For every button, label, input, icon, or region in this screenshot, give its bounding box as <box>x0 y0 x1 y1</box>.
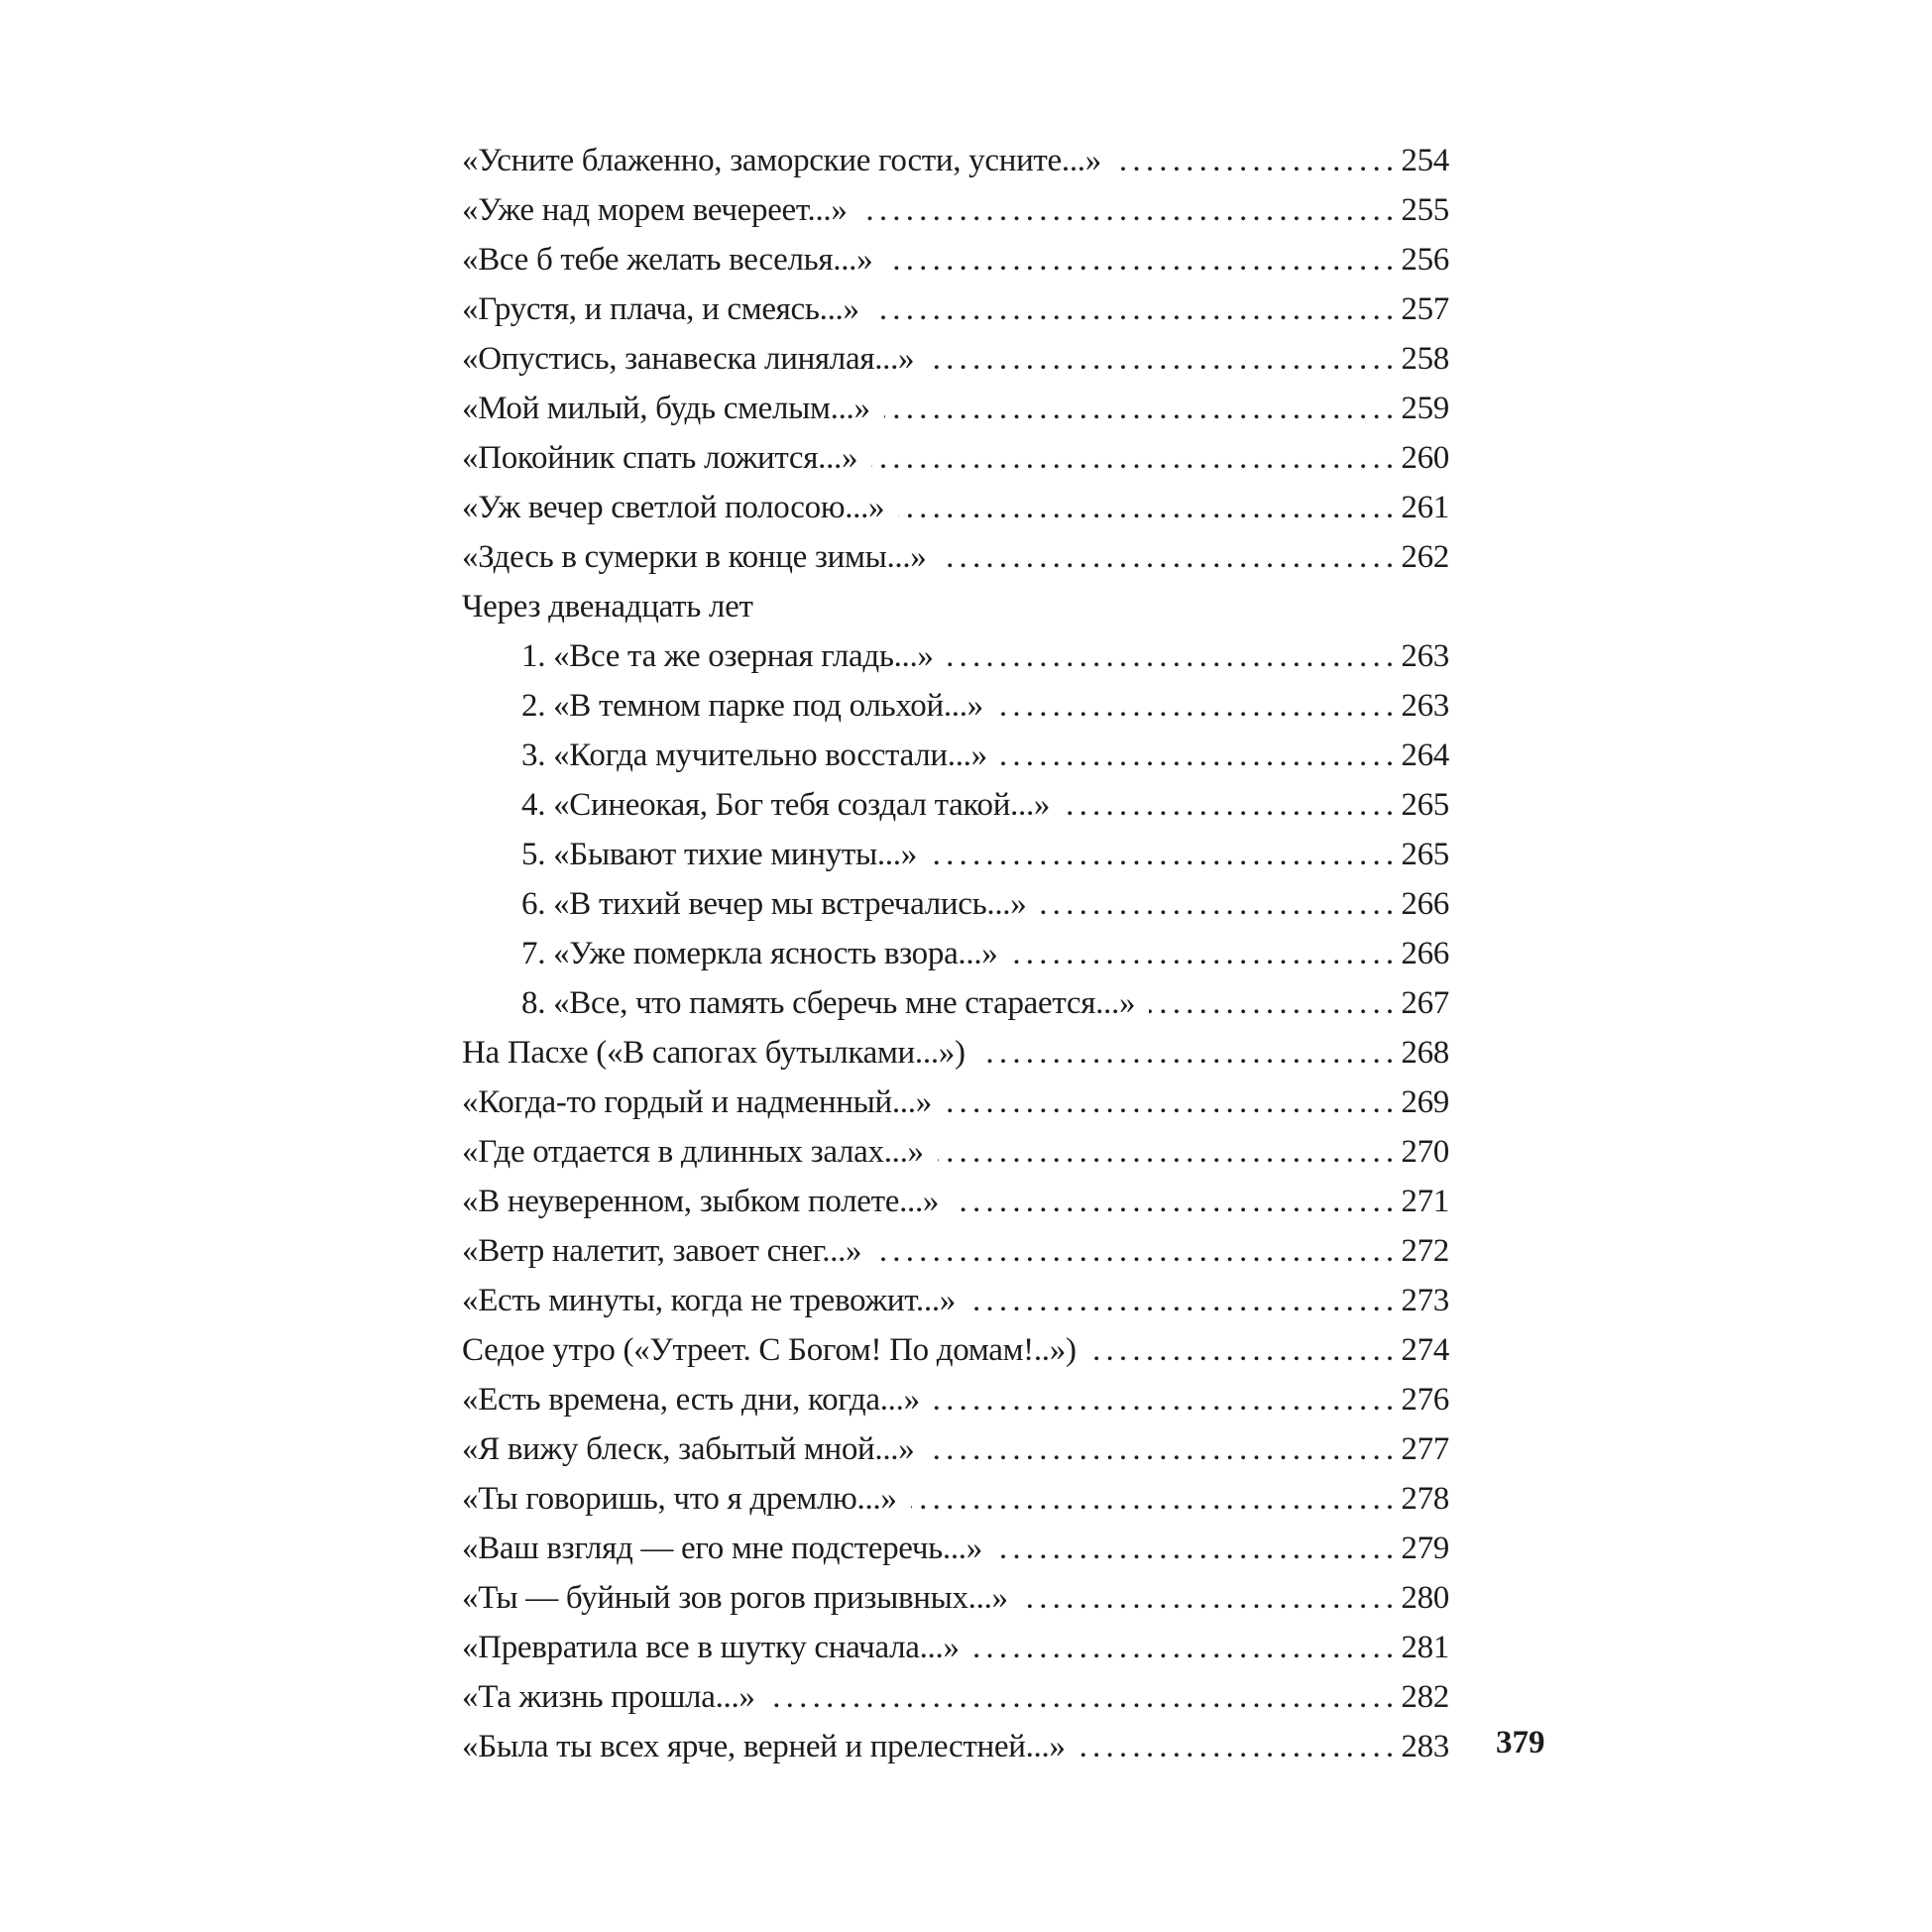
toc-section-title: Через двенадцать лет <box>462 589 753 625</box>
toc-entry-page: 271 <box>1401 1184 1449 1219</box>
toc-entry <box>462 1127 1449 1177</box>
toc-subentry <box>462 929 1449 978</box>
toc-entry-page: 280 <box>1401 1580 1449 1616</box>
toc-entry-title: «Когда-то гордый и надменный...» <box>462 1084 932 1120</box>
toc-entry <box>462 1524 1449 1573</box>
dot-leader <box>1149 978 1399 1028</box>
toc-entry-page: 269 <box>1401 1084 1449 1120</box>
dot-leader <box>973 1623 1400 1672</box>
toc-entry <box>462 532 1449 582</box>
toc-entry-title: «Уже над морем вечереет...» <box>462 192 848 228</box>
toc-entry-page: 258 <box>1401 341 1449 377</box>
toc-entry-page: 263 <box>1401 688 1449 724</box>
toc-entry-title: 8. «Все, что память сберечь мне старается...» <box>521 985 1136 1021</box>
toc-entry-title: 7. «Уже померкла ясность взора...» <box>521 936 998 971</box>
toc-entry <box>462 284 1449 334</box>
toc-entry-page: 261 <box>1401 490 1449 525</box>
dot-leader <box>1064 780 1399 830</box>
toc-entry <box>462 1722 1449 1771</box>
dot-leader <box>928 334 1399 384</box>
toc-entry <box>462 1474 1449 1524</box>
dot-leader <box>948 631 1400 681</box>
toc-subentry <box>462 681 1449 731</box>
toc-entry <box>462 1276 1449 1325</box>
toc-entry <box>462 1672 1449 1722</box>
toc-subentry <box>462 631 1449 681</box>
toc-subentry <box>462 879 1449 929</box>
page-number: 379 <box>1496 1725 1545 1761</box>
toc-entry-title: «Превратила все в шутку сначала...» <box>462 1630 960 1665</box>
dot-leader <box>1115 136 1399 185</box>
toc-entry-page: 281 <box>1401 1630 1449 1665</box>
toc-entry-title: 1. «Все та же озерная гладь...» <box>521 638 934 674</box>
toc-section-heading <box>462 582 1449 631</box>
toc-entry-page: 279 <box>1401 1531 1449 1566</box>
toc-entry-title: «Здесь в сумерки в конце зимы...» <box>462 539 927 575</box>
dot-leader <box>934 1375 1400 1424</box>
toc-entry-page: 265 <box>1401 837 1449 872</box>
dot-leader <box>997 681 1400 731</box>
dot-leader <box>886 235 1399 284</box>
toc-entry-page: 272 <box>1401 1233 1449 1269</box>
toc-entry-title: 5. «Бывают тихие минуты...» <box>521 837 917 872</box>
dot-leader <box>946 1078 1399 1127</box>
toc-entry-title: Седое утро («Утреет. С Богом! По домам!..») <box>462 1332 1077 1368</box>
toc-entry-title: «Есть минуты, когда не тревожит...» <box>462 1283 956 1318</box>
toc-entry-page: 260 <box>1401 440 1449 476</box>
toc-entry <box>462 384 1449 433</box>
toc-subentry <box>462 830 1449 879</box>
toc-entry-title: «Грустя, и плача, и смеясь...» <box>462 291 859 327</box>
toc-entry-page: 264 <box>1401 738 1449 773</box>
toc-entry-title: 4. «Синеокая, Бог тебя создал такой...» <box>521 787 1051 823</box>
toc-entry-title: «Покойник спать ложится...» <box>462 440 858 476</box>
toc-entry-title: «Та жизнь прошла...» <box>462 1679 755 1715</box>
dot-leader <box>938 1127 1400 1177</box>
toc-entry <box>462 334 1449 384</box>
table-of-contents <box>462 136 1449 1771</box>
toc-entry <box>462 483 1449 532</box>
toc-entry-title: «Уж вечер светлой полосою...» <box>462 490 885 525</box>
toc-entry-page: 267 <box>1401 985 1449 1021</box>
toc-entry-page: 266 <box>1401 886 1449 922</box>
toc-entry-title: «Ты — буйный зов рогов призывных...» <box>462 1580 1008 1616</box>
toc-subentry <box>462 780 1449 830</box>
dot-leader <box>769 1672 1400 1722</box>
toc-entry <box>462 1375 1449 1424</box>
toc-entry <box>462 185 1449 235</box>
toc-entry <box>462 1078 1449 1127</box>
toc-entry-title: 6. «В тихий вечер мы встречались...» <box>521 886 1027 922</box>
toc-entry <box>462 235 1449 284</box>
toc-entry-page: 254 <box>1401 143 1449 178</box>
dot-leader <box>871 433 1399 483</box>
dot-leader <box>875 1226 1399 1276</box>
toc-entry-title: «Ты говоришь, что я дремлю...» <box>462 1481 897 1517</box>
toc-entry-page: 282 <box>1401 1679 1449 1715</box>
toc-entry-title: «Все б тебе желать веселья...» <box>462 242 873 278</box>
dot-leader <box>941 532 1400 582</box>
dot-leader <box>911 1474 1400 1524</box>
toc-entry <box>462 136 1449 185</box>
toc-entry-title: «Опустись, занавеска линялая...» <box>462 341 915 377</box>
toc-entry <box>462 1325 1449 1375</box>
toc-entry <box>462 1424 1449 1474</box>
toc-entry-title: «Где отдается в длинных залах...» <box>462 1134 924 1170</box>
toc-entry-title: 2. «В темном парке под ольхой...» <box>521 688 983 724</box>
dot-leader <box>953 1177 1399 1226</box>
toc-entry-title: На Пасхе («В сапогах бутылками...») <box>462 1035 966 1071</box>
dot-leader <box>884 384 1400 433</box>
dot-leader <box>861 185 1400 235</box>
toc-entry <box>462 1177 1449 1226</box>
toc-subentry <box>462 978 1449 1028</box>
toc-entry-page: 274 <box>1401 1332 1449 1368</box>
toc-entry <box>462 1028 1449 1078</box>
toc-entry-page: 270 <box>1401 1134 1449 1170</box>
toc-entry-page: 255 <box>1401 192 1449 228</box>
toc-entry-title: 3. «Когда мучительно восстали...» <box>521 738 987 773</box>
dot-leader <box>1080 1722 1400 1771</box>
toc-entry-page: 257 <box>1401 291 1449 327</box>
toc-entry <box>462 1573 1449 1623</box>
dot-leader <box>1011 929 1399 978</box>
dot-leader <box>1001 731 1400 780</box>
dot-leader <box>996 1524 1399 1573</box>
dot-leader <box>969 1276 1399 1325</box>
dot-leader <box>1022 1573 1400 1623</box>
toc-entry-title: «Ваш взгляд — его мне подстеречь...» <box>462 1531 982 1566</box>
toc-entry-title: «Я вижу блеск, забытый мной...» <box>462 1431 915 1467</box>
toc-entry <box>462 433 1449 483</box>
toc-entry-title: «Усните блаженно, заморские гости, усните...» <box>462 143 1101 178</box>
toc-entry <box>462 1623 1449 1672</box>
toc-subentry <box>462 731 1449 780</box>
toc-entry-title: «Ветр налетит, завоет снег...» <box>462 1233 862 1269</box>
toc-entry-title: «Есть времена, есть дни, когда...» <box>462 1382 920 1418</box>
toc-entry-title: «Мой милый, будь смелым...» <box>462 391 870 426</box>
toc-entry-page: 262 <box>1401 539 1449 575</box>
toc-entry-page: 278 <box>1401 1481 1449 1517</box>
toc-entry-page: 259 <box>1401 391 1449 426</box>
toc-entry-page: 273 <box>1401 1283 1449 1318</box>
toc-entry-page: 256 <box>1401 242 1449 278</box>
toc-entry <box>462 1226 1449 1276</box>
toc-entry-title: «Была ты всех ярче, верней и прелестней...» <box>462 1729 1066 1764</box>
dot-leader <box>979 1028 1400 1078</box>
toc-entry-page: 265 <box>1401 787 1449 823</box>
toc-entry-page: 263 <box>1401 638 1449 674</box>
dot-leader <box>1040 879 1399 929</box>
toc-entry-page: 277 <box>1401 1431 1449 1467</box>
toc-entry-title: «В неуверенном, зыбком полете...» <box>462 1184 940 1219</box>
dot-leader <box>898 483 1399 532</box>
dot-leader <box>1090 1325 1400 1375</box>
dot-leader <box>873 284 1400 334</box>
toc-entry-page: 276 <box>1401 1382 1449 1418</box>
toc-entry-page: 266 <box>1401 936 1449 971</box>
dot-leader <box>928 1424 1399 1474</box>
toc-entry-page: 268 <box>1401 1035 1449 1071</box>
toc-entry-page: 283 <box>1401 1729 1449 1764</box>
dot-leader <box>931 830 1400 879</box>
